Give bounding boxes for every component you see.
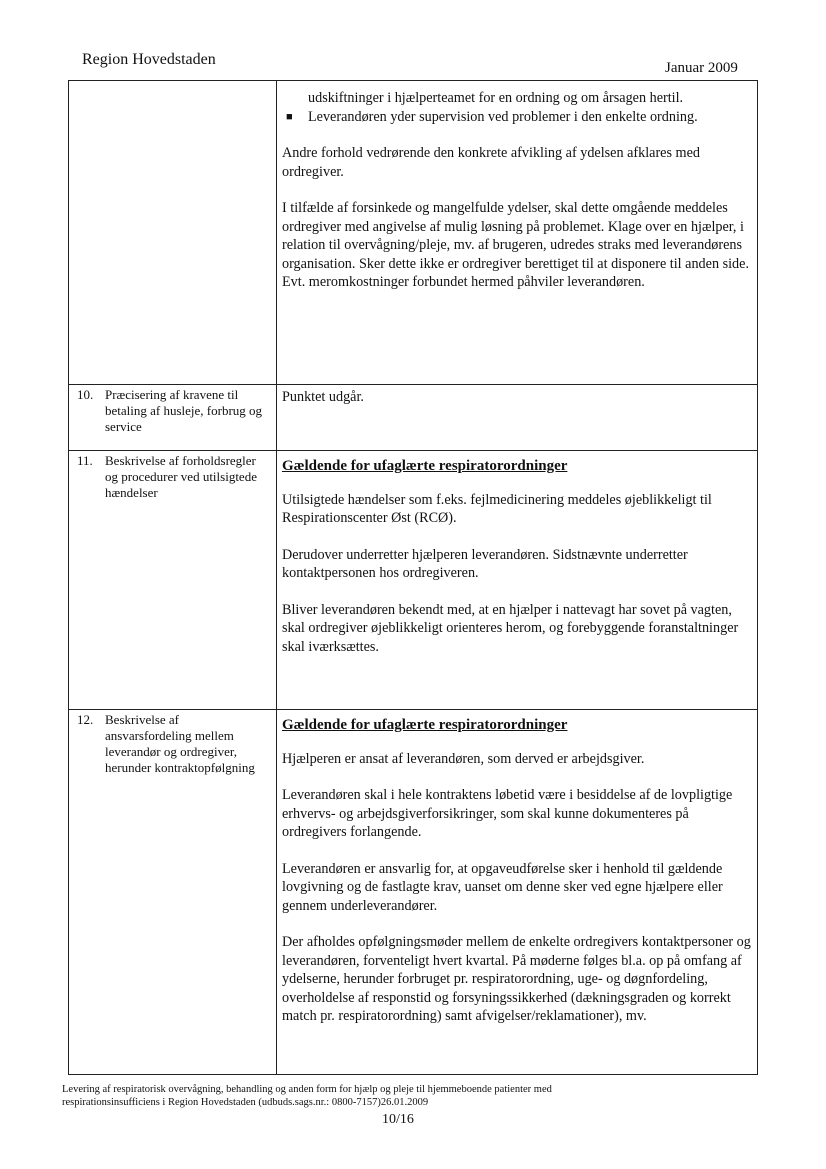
requirements-table <box>68 80 758 1075</box>
section-heading: Gældende for ufaglærte respiratorordninger <box>282 458 568 474</box>
bullet-icon: ■ <box>286 110 293 123</box>
list-item <box>282 108 752 127</box>
page-header-organization: Region Hovedstaden <box>82 51 216 68</box>
bullet-list <box>282 89 752 126</box>
paragraph: Leverandøren skal i hele kontraktens løbetid være i besiddelse af de lovpligtige erhvervs- og arbejdsgiverforsikringer, som skal kunne dokumenteres på ordregivers forlangende. <box>282 787 733 840</box>
row-number: 10. <box>77 387 94 402</box>
paragraph: Punktet udgår. <box>282 389 364 405</box>
paragraph: Hjælperen er ansat af leverandøren, som derved er arbejdsgiver. <box>282 750 645 767</box>
footer-line: respirationsinsufficiens i Region Hovedstaden (udbuds.sags.nr.: 0800-7157)26.01.2009 <box>62 1097 429 1108</box>
paragraph: Leverandøren er ansvarlig for, at opgaveudførelse sker i henhold til gældende lovgivning og de fastlagte krav, uanset om denne sker ved egne hjælpere eller gennem underleverandører. <box>282 860 723 914</box>
row-divider <box>69 450 757 451</box>
page-header-date: Januar 2009 <box>665 60 738 76</box>
row-10-content <box>282 388 752 425</box>
paragraph: I tilfælde af forsinkede og mangelfulde ydelser, skal dette omgående meddeles ordregiver med angivelse af mulig løsning på problemet. Klage over en hjælper, i relation til overvågning/pleje, mv. af brugeren, udredes straks med leverandørens organisation. Sker dette ikke er ordregiver berettiget til at disponere til anden side. Evt. meromkostninger forbundet hermed påhviler leverandøren. <box>282 200 749 290</box>
page-footer <box>62 1083 702 1109</box>
paragraph: Bliver leverandøren bekendt med, at en hjælper i nattevagt har sovet på vagten, skal ordregiver øjeblikkeligt orienteres herom, og forebyggende foranstaltninger skal iværksættes. <box>282 601 739 655</box>
footer-line: Levering af respiratorisk overvågning, behandling og anden form for hjælp og pleje til hjemmeboende patienter med <box>62 1084 552 1095</box>
paragraph: Andre forhold vedrørende den konkrete afvikling af ydelsen afklares med ordregiver. <box>282 145 700 180</box>
column-divider <box>276 81 277 1074</box>
row-continuation-content <box>282 89 752 310</box>
row-label: Beskrivelse af forholdsregler og procedurer ved utilsigtede hændelser <box>105 453 257 500</box>
row-label: Beskrivelse af ansvarsfordeling mellem leverandør og ordregiver, herunder kontraktopfølgning <box>105 712 255 775</box>
list-text: udskiftninger i hjælperteamet for en ordning og om årsagen hertil. <box>308 90 684 106</box>
page-number: 10/16 <box>382 1112 414 1127</box>
list-text: Leverandøren yder supervision ved problemer i den enkelte ordning. <box>308 108 698 125</box>
row-10-label-cell <box>77 387 272 435</box>
row-number: 11. <box>77 453 93 468</box>
row-12-content <box>282 716 752 1044</box>
section-heading: Gældende for ufaglærte respiratorordninger <box>282 717 568 733</box>
row-11-content <box>282 457 752 674</box>
paragraph: Derudover underretter hjælperen leverandøren. Sidstnævnte underretter kontaktpersonen hos ordregiveren. <box>282 546 688 581</box>
paragraph: Utilsigtede hændelser som f.eks. fejlmedicinering meddeles øjeblikkeligt til Respirationscenter Øst (RCØ). <box>282 491 712 526</box>
paragraph: Der afholdes opfølgningsmøder mellem de enkelte ordregivers kontaktpersoner og leverandøren, forventeligt hvert kvartal. På møderne følges bl.a. op på omfang af ydelserne, herunder forbruget pr. respiratorordning, uge- og døgnfordeling, overholdelse af responstid og forsyningssikkerhed (dækningsgraden og korrekt match pr. respiratorordning) samt afvigelser/reklamationer), mv. <box>282 934 751 1024</box>
row-divider <box>69 709 757 710</box>
list-item <box>282 89 752 108</box>
row-divider <box>69 384 757 385</box>
row-number: 12. <box>77 712 94 727</box>
row-12-label-cell <box>77 712 272 776</box>
row-11-label-cell <box>77 453 272 501</box>
row-label: Præcisering af kravene til betaling af husleje, forbrug og service <box>105 387 263 434</box>
